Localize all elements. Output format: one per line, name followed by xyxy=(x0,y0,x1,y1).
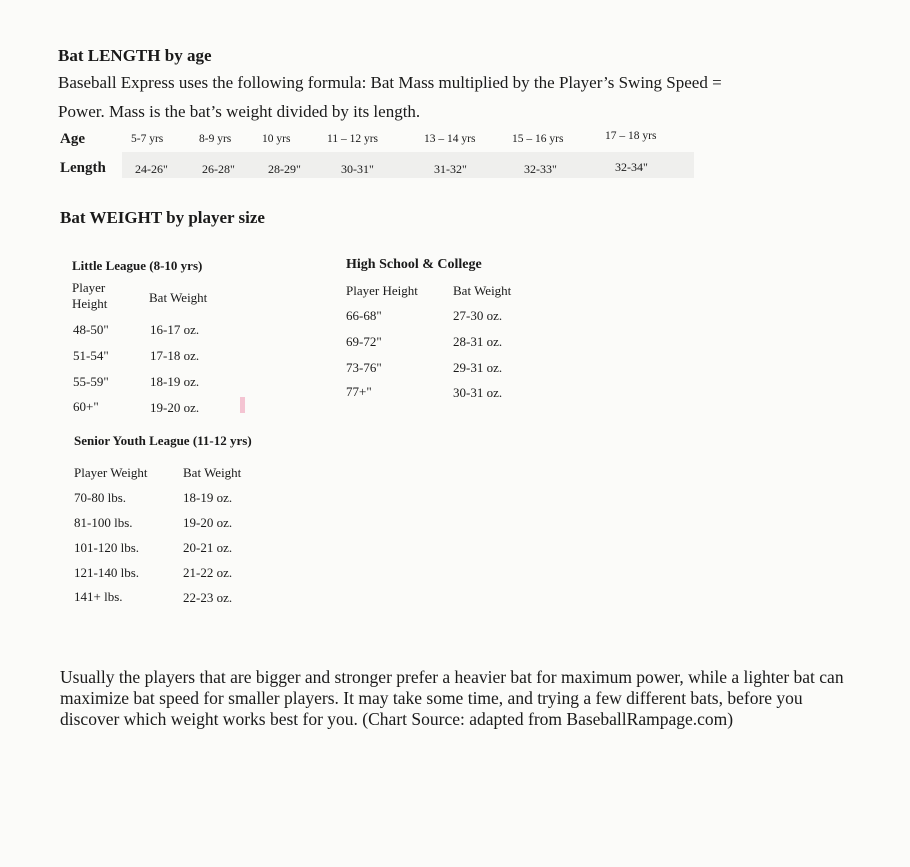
senior-youth-bat-weight: 19-20 oz. xyxy=(183,515,233,530)
footer-paragraph: Usually the players that are bigger and stronger prefer a heavier bat for maximum power, while a lighter bat can maximize bat speed for smaller players. It may take some time, and trying a few different bats, before you discover which weight works best for you. (Chart Source: adapted from BaseballRampage.com) xyxy=(60,667,844,729)
length-row-label: Length xyxy=(60,160,106,176)
little-league-height: 51-54" xyxy=(73,348,109,363)
little-league-col-weight: Bat Weight xyxy=(149,290,208,305)
little-league-height: 48-50" xyxy=(73,322,109,337)
high-school-weight: 28-31 oz. xyxy=(453,334,503,349)
little-league-col-height-line1: Player xyxy=(72,280,106,295)
little-league-title: Little League (8-10 yrs) xyxy=(72,258,203,273)
high-school-title: High School & College xyxy=(346,257,482,272)
age-value: 5-7 yrs xyxy=(131,133,164,145)
senior-youth-bat-weight: 18-19 oz. xyxy=(183,490,233,505)
length-value: 24-26" xyxy=(135,162,168,176)
little-league-height: 55-59" xyxy=(73,374,109,389)
age-value: 15 – 16 yrs xyxy=(512,133,564,145)
little-league-weight: 17-18 oz. xyxy=(150,348,200,363)
high-school-weight: 27-30 oz. xyxy=(453,308,503,323)
age-value: 8-9 yrs xyxy=(199,133,232,145)
high-school-col-height: Player Height xyxy=(346,283,418,298)
senior-youth-player-weight: 101-120 lbs. xyxy=(74,540,139,555)
pink-highlight-mark xyxy=(240,397,245,413)
little-league-col-height-line2: Height xyxy=(72,296,108,311)
senior-youth-title: Senior Youth League (11-12 yrs) xyxy=(74,433,252,448)
age-value: 13 – 14 yrs xyxy=(424,133,476,145)
little-league-weight: 19-20 oz. xyxy=(150,400,200,415)
high-school-height: 77+" xyxy=(346,384,372,399)
high-school-weight: 30-31 oz. xyxy=(453,385,503,400)
formula-line-1: Baseball Express uses the following formula: Bat Mass multiplied by the Player’s Swing Speed = xyxy=(58,73,722,92)
length-value: 28-29" xyxy=(268,162,301,176)
high-school-height: 69-72" xyxy=(346,334,382,349)
senior-youth-bat-weight: 22-23 oz. xyxy=(183,590,233,605)
senior-youth-col-weight: Player Weight xyxy=(74,465,148,480)
little-league-weight: 16-17 oz. xyxy=(150,322,200,337)
little-league-col-height xyxy=(72,280,107,312)
age-value: 11 – 12 yrs xyxy=(327,133,379,145)
age-value: 10 yrs xyxy=(262,133,291,145)
formula-line-2: Power. Mass is the bat’s weight divided by its length. xyxy=(58,102,421,121)
senior-youth-player-weight: 141+ lbs. xyxy=(74,589,123,604)
age-value: 17 – 18 yrs xyxy=(605,130,657,142)
bat-length-heading: Bat LENGTH by age xyxy=(58,46,212,65)
high-school-weight: 29-31 oz. xyxy=(453,360,503,375)
senior-youth-player-weight: 121-140 lbs. xyxy=(74,565,139,580)
bat-weight-heading: Bat WEIGHT by player size xyxy=(60,208,265,227)
high-school-col-weight: Bat Weight xyxy=(453,283,512,298)
senior-youth-bat-weight: 20-21 oz. xyxy=(183,540,233,555)
length-value: 32-34" xyxy=(615,160,648,174)
little-league-height: 60+" xyxy=(73,399,99,414)
senior-youth-player-weight: 70-80 lbs. xyxy=(74,490,126,505)
high-school-height: 66-68" xyxy=(346,308,382,323)
high-school-height: 73-76" xyxy=(346,360,382,375)
length-value: 31-32" xyxy=(434,162,467,176)
senior-youth-col-bat-weight: Bat Weight xyxy=(183,465,242,480)
little-league-weight: 18-19 oz. xyxy=(150,374,200,389)
age-row-label: Age xyxy=(60,131,85,147)
senior-youth-player-weight: 81-100 lbs. xyxy=(74,515,133,530)
length-value: 32-33" xyxy=(524,162,557,176)
length-value: 26-28" xyxy=(202,162,235,176)
length-value: 30-31" xyxy=(341,162,374,176)
senior-youth-bat-weight: 21-22 oz. xyxy=(183,565,233,580)
